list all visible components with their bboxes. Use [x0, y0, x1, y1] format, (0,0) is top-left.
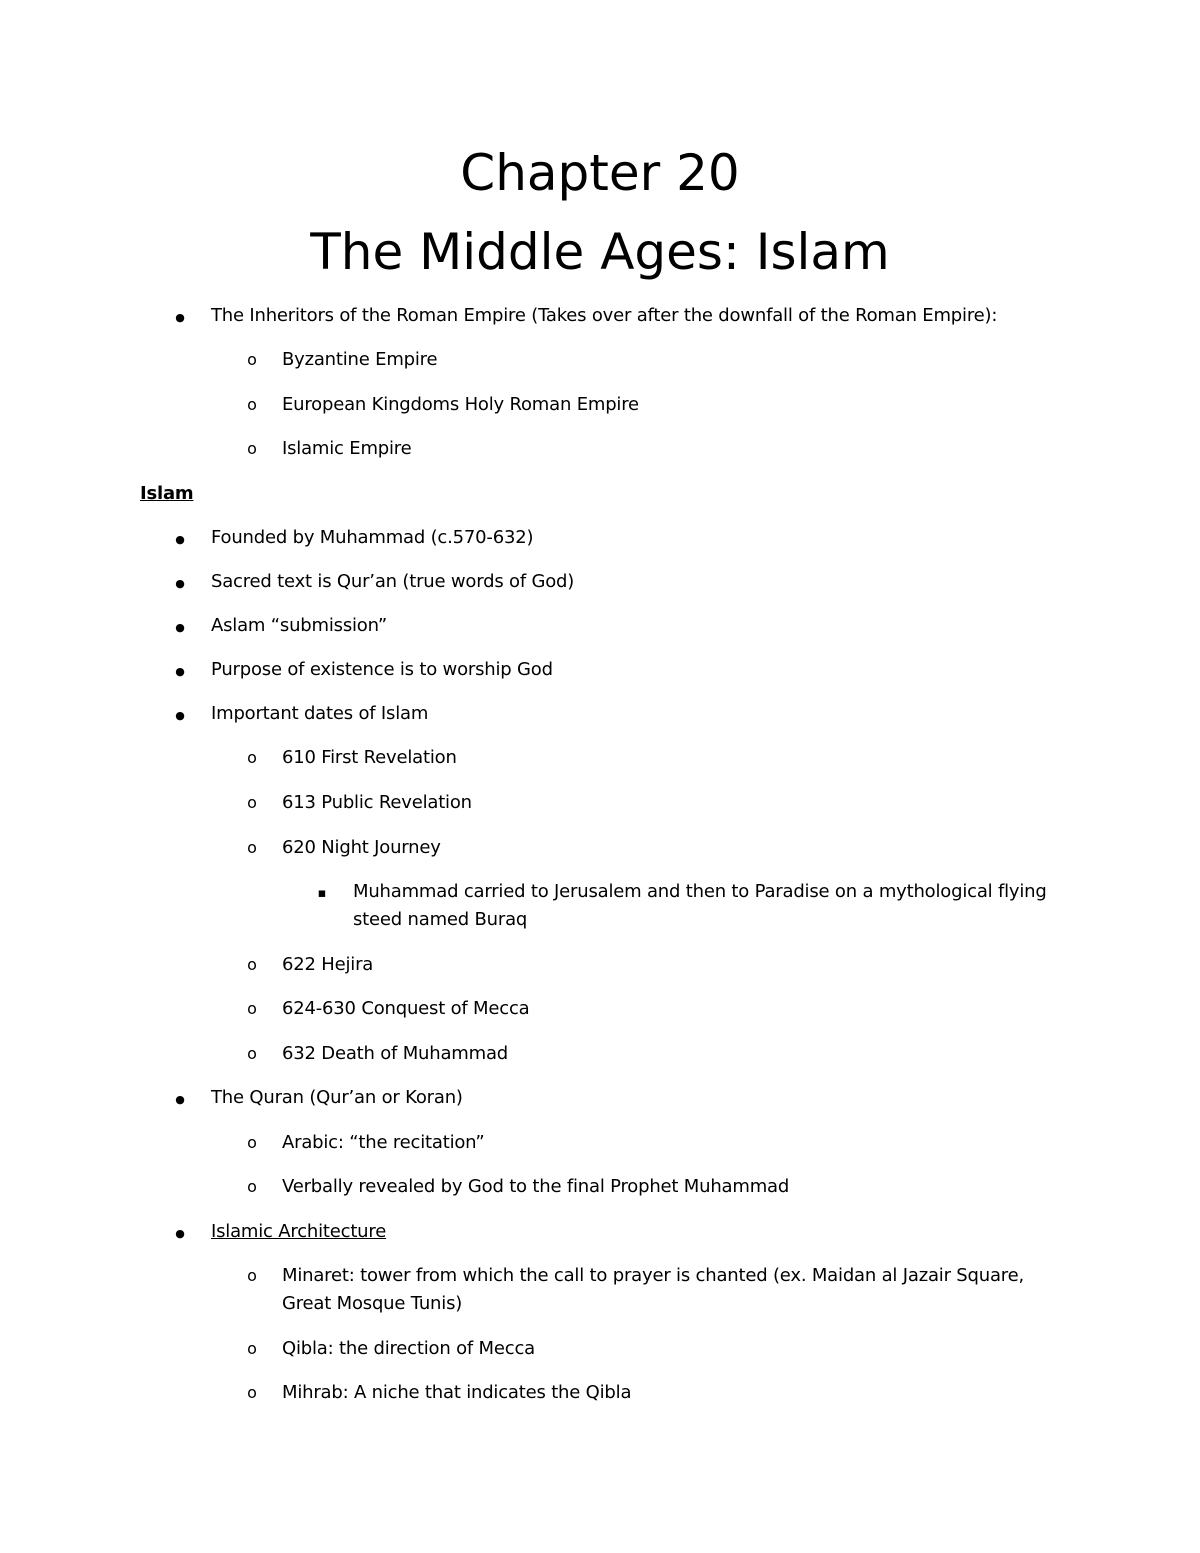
list-item: Qibla: the direction of Mecca — [282, 1338, 535, 1359]
bullet-circle-icon — [240, 1262, 264, 1290]
list-item: 624-630 Conquest of Mecca — [282, 998, 530, 1019]
bullet-dot-icon — [168, 524, 192, 554]
bullet-circle-icon — [240, 744, 264, 772]
list-item-continuation: steed named Buraq — [353, 909, 528, 930]
list-item: Minaret: tower from which the call to prayer is chanted (ex. Maidan al Jazair Square, — [282, 1265, 1024, 1286]
list-item: The Inheritors of the Roman Empire (Takes over after the downfall of the Roman Empire): — [211, 305, 998, 326]
list-item: The Quran (Qur’an or Koran) — [211, 1087, 463, 1108]
bullet-circle-icon — [240, 435, 264, 463]
list-item: European Kingdoms Holy Roman Empire — [282, 394, 639, 415]
bullet-circle-icon — [240, 951, 264, 979]
bullet-circle-icon — [240, 1335, 264, 1363]
list-item: Important dates of Islam — [211, 703, 429, 724]
bullet-circle-icon — [240, 1379, 264, 1407]
list-item: 620 Night Journey — [282, 837, 441, 858]
bullet-circle-icon — [240, 995, 264, 1023]
bullet-square-icon — [310, 878, 334, 908]
list-item: Arabic: “the recitation” — [282, 1132, 485, 1153]
bullet-dot-icon — [168, 568, 192, 598]
list-item: Sacred text is Qur’an (true words of God) — [211, 571, 575, 592]
list-item: Muhammad carried to Jerusalem and then to Paradise on a mythological flying — [353, 881, 1047, 902]
bullet-dot-icon — [168, 700, 192, 730]
list-item: Mihrab: A niche that indicates the Qibla — [282, 1382, 632, 1403]
bullet-circle-icon — [240, 346, 264, 374]
chapter-subtitle: The Middle Ages: Islam — [310, 223, 890, 281]
bullet-dot-icon — [168, 1084, 192, 1114]
list-item: Islamic Empire — [282, 438, 412, 459]
bullet-circle-icon — [240, 391, 264, 419]
list-item: 610 First Revelation — [282, 747, 457, 768]
list-item: Islamic Architecture — [211, 1221, 387, 1242]
list-item-continuation: Great Mosque Tunis) — [282, 1293, 463, 1314]
bullet-circle-icon — [240, 1129, 264, 1157]
section-heading: Islam — [140, 483, 194, 504]
bullet-circle-icon — [240, 834, 264, 862]
list-item: 613 Public Revelation — [282, 792, 472, 813]
list-item: Founded by Muhammad (c.570-632) — [211, 527, 534, 548]
chapter-title: Chapter 20 — [460, 144, 740, 202]
list-item: Verbally revealed by God to the final Prophet Muhammad — [282, 1176, 790, 1197]
bullet-circle-icon — [240, 789, 264, 817]
bullet-dot-icon — [168, 302, 192, 332]
list-item: 632 Death of Muhammad — [282, 1043, 509, 1064]
list-item: Byzantine Empire — [282, 349, 438, 370]
list-item: Purpose of existence is to worship God — [211, 659, 553, 680]
list-item: Aslam “submission” — [211, 615, 387, 636]
bullet-dot-icon — [168, 612, 192, 642]
bullet-dot-icon — [168, 1218, 192, 1248]
list-item: 622 Hejira — [282, 954, 374, 975]
bullet-circle-icon — [240, 1040, 264, 1068]
bullet-dot-icon — [168, 656, 192, 686]
bullet-circle-icon — [240, 1173, 264, 1201]
